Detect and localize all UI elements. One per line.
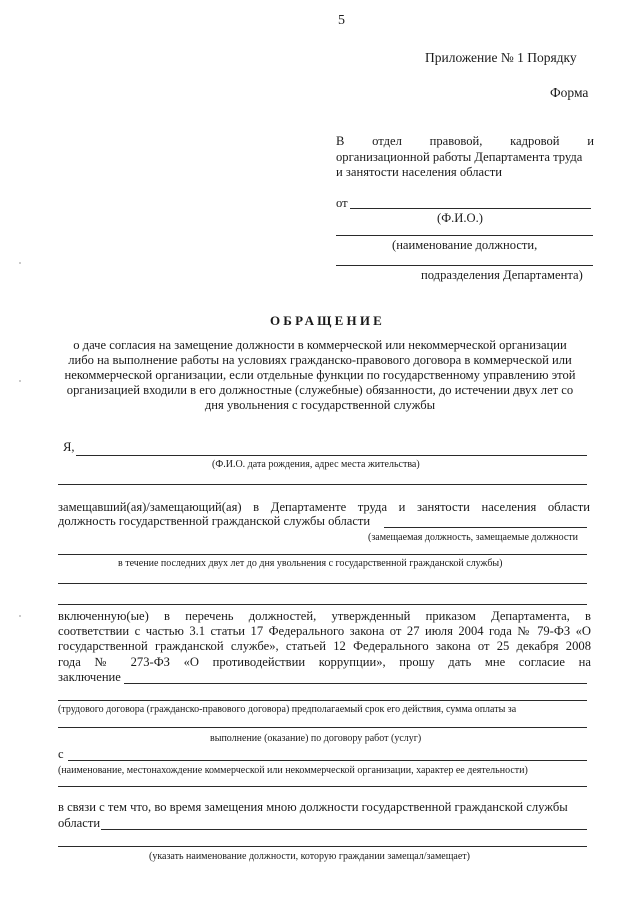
addressee-word: отдел: [372, 134, 402, 148]
page-number: 5: [338, 13, 345, 28]
blank-line: [58, 484, 587, 485]
held-caption: (замещаемая должность, замещаемые должности: [368, 532, 579, 543]
blank-line: [58, 604, 587, 605]
blank-line: [58, 846, 587, 847]
conclusion-line: [124, 683, 587, 684]
blank-line: [58, 727, 587, 728]
subtitle-line: дня увольнения с государственной службы: [204, 398, 436, 412]
addressee-line-3: и занятости населения области: [336, 165, 502, 179]
addressee-word: В: [336, 134, 345, 148]
org-caption: (наименование, местонахождение коммерческой или некоммерческой организации, характер ее деятельности): [58, 765, 528, 776]
blank-line: [58, 786, 587, 787]
form-label: Форма: [550, 85, 589, 100]
included-line: соответствии с частью 3.1 статьи 17 Федерального закона от 27 июля 2004 года № 79-ФЗ «О: [58, 624, 591, 638]
included-line: государственной гражданской службе», статьей 12 Федерального закона от 25 декабря 2008: [58, 639, 591, 653]
addressee-word: правовой,: [429, 134, 483, 148]
appendix-label: Приложение № 1 Порядку: [425, 50, 577, 65]
document-title: ОБРАЩЕНИЕ: [270, 313, 386, 328]
ya-line: [76, 455, 587, 456]
fio-caption: (Ф.И.О.): [437, 211, 483, 225]
fio-line: [350, 208, 591, 209]
works-caption: выполнение (оказание) по договору работ (услуг): [210, 733, 422, 744]
final-caption: (указать наименование должности, которую граждании замещал/замещает): [149, 851, 470, 862]
held-line-fill: [384, 527, 587, 528]
subtitle-line: некоммерческой организации, если отдельные функции по государственному управлению этой: [64, 368, 576, 382]
contract-caption: (трудового договора (гражданско-правового договора) предполагаемый срок его действия, сумма оплаты за: [58, 704, 517, 715]
dept-line: [336, 265, 593, 266]
addressee-line-2: организационной работы Департамента труда: [336, 150, 583, 164]
from-label: от: [336, 196, 348, 210]
oblasti-label: области: [58, 816, 101, 830]
period-caption: в течение последних двух лет до дня увольнения с государственной гражданской службы): [118, 558, 503, 569]
addressee-line-1: [336, 134, 594, 149]
held-line-1: замещавший(ая)/замещающий(ая) в Департаменте труда и занятости населения области: [58, 500, 590, 514]
since-line: в связи с тем что, во время замещения мною должности государственной гражданской службы: [58, 800, 568, 814]
ya-label: Я,: [63, 440, 75, 454]
scan-mark: [19, 262, 21, 264]
held-line-2: должность государственной гражданской службы области: [58, 514, 371, 528]
with-line: [68, 760, 587, 761]
position-caption: (наименование должности,: [392, 238, 538, 252]
blank-line: [58, 583, 587, 584]
position-line: [336, 235, 593, 236]
subtitle-line: либо на выполнение работы на условиях гражданско-правового договора в коммерческой или: [68, 353, 572, 367]
addressee-word: кадровой: [510, 134, 560, 148]
subtitle-line: о даче согласия на замещение должности в коммерческой или некоммерческой организации: [73, 338, 567, 352]
scan-mark: [19, 615, 21, 617]
included-line: включенную(ые) в перечень должностей, утвержденный приказом Департамента, в: [58, 609, 591, 623]
scan-mark: [19, 380, 21, 382]
oblasti-line: [101, 829, 587, 830]
addressee-word: и: [587, 134, 594, 148]
conclusion-label: заключение: [58, 670, 121, 684]
blank-line: [58, 700, 587, 701]
subtitle-line: организацией входили в его должностные (служебные) обязанности, до истечении двух лет со: [66, 383, 574, 397]
with-label: с: [58, 747, 64, 761]
included-line: года № 273-ФЗ «О противодействии коррупции», прошу дать мне согласие на: [58, 655, 591, 669]
blank-line: [58, 554, 587, 555]
dept-caption: подразделения Департамента): [421, 268, 583, 282]
ya-caption: (Ф.И.О. дата рождения, адрес места жительства): [212, 459, 420, 470]
